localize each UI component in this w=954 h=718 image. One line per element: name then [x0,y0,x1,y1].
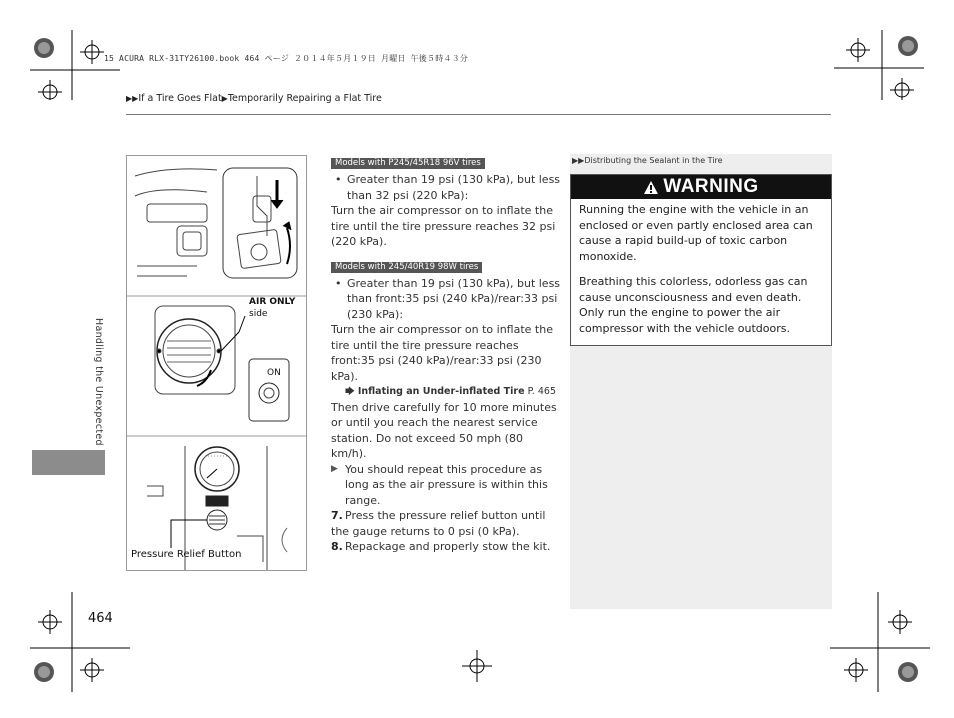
instruction-paragraph: Turn the air compressor on to inflate the tire until the tire pressure reaches front:35 psi (240 kPa)/rear:33 psi (230 kPa). [331,323,553,383]
model-tag: Models with 245/40R19 98W tires [331,262,482,273]
print-file-info: 15 ACURA RLX-31TY26100.book 464 ページ ２０１４年５月１９日 月曜日 午後５時４３分 [104,54,469,63]
note-text: You should repeat this procedure as long as the air pressure is within this range. [345,462,548,507]
registration-mark-top-left [30,30,120,100]
step-number: 8. [331,540,343,553]
page-number: 464 [88,611,113,626]
warning-title: WARNING [571,175,831,199]
instruction-paragraph: Then drive carefully for 10 more minutes or until you reach the nearest service station. Do not exceed 50 mph (80 km/h). [331,400,557,460]
connect-hose-drawing [135,168,297,278]
breadcrumb-item: Temporarily Repairing a Flat Tire [227,93,382,104]
sidebar-arrow-icon: ▶▶ [572,156,585,165]
step-7 [331,508,561,539]
warning-triangle-icon [643,180,659,195]
registration-mark-top-right [834,30,924,100]
warning-paragraph: Breathing this colorless, odorless gas can cause unconsciousness and even death. Only run the engine to power the air compressor with the vehicle outdoors. [579,275,808,335]
step-number: 7. [331,509,343,522]
air-only-label: AIR ONLY [249,297,296,307]
warning-text [579,202,825,346]
instruction-paragraph: Turn the air compressor on to inflate the tire until the tire pressure reaches 32 psi (220 kPa). [331,204,556,248]
breadcrumb-arrow-icon: ▶ [221,94,228,103]
section-tab [32,450,105,475]
registration-mark-bottom-center [462,648,492,688]
sidebar-heading: ▶▶Distributing the Sealant in the Tire [572,156,723,165]
condition-bullet: • Greater than 19 psi (130 kPa), but less than front:35 psi (240 kPa)/rear:33 psi (230 kPa): [331,276,561,323]
warning-paragraph: Running the engine with the vehicle in an enclosed or even partly enclosed area can cause a rapid build-up of toxic carbon monoxide. [579,203,813,263]
condition-bullet: • Greater than 19 psi (130 kPa), but less than 32 psi (220 kPa): [331,172,561,203]
pressure-relief-label: Pressure Relief Button [131,549,242,560]
breadcrumb [126,93,382,104]
breadcrumb-item: If a Tire Goes Flat [138,93,222,104]
step-text: Repackage and properly stow the kit. [345,540,551,553]
note-arrow-icon: ▶ [331,463,338,474]
reference-icon: 🡆 [345,386,358,397]
section-label: Handling the Unexpected [93,318,104,446]
main-content [331,154,561,555]
step-text: Press the pressure relief button until the gauge returns to 0 psi (0 kPa). [331,509,546,538]
cross-reference[interactable] [331,384,561,400]
model-tag: Models with P245/45R18 96V tires [331,158,485,169]
side-label: side [249,309,268,319]
step-8 [331,539,561,555]
registration-mark-bottom-left [30,592,130,692]
registration-mark-bottom-right [830,592,930,692]
reference-title: Inflating an Under-inflated Tire [357,386,525,397]
breadcrumb-arrow-icon: ▶▶ [126,94,139,103]
on-label: ON [267,368,281,378]
note [331,462,561,509]
reference-page: P. 465 [527,386,556,397]
compressor-illustration [126,155,307,571]
selector-dial-drawing [155,306,289,421]
header-divider [126,114,831,115]
